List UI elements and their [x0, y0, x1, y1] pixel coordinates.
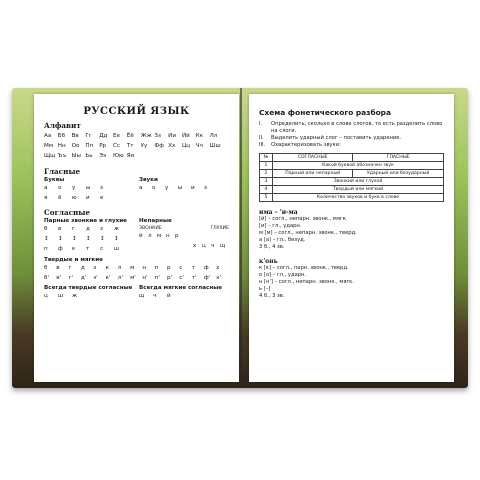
example-word: има – 'и-ма [259, 209, 298, 216]
step-text: Выделить ударный слог – поставить ударение. [271, 135, 402, 141]
hard-consonant: л [117, 265, 122, 271]
table-header-num: № [260, 154, 273, 162]
hard-consonant: м [130, 265, 135, 271]
alphabet-letter: Вв [71, 133, 79, 139]
letters-label: Буквы [44, 177, 65, 183]
unpaired-voiced: л [148, 233, 152, 239]
alphabet-letter: Ыы [71, 153, 81, 159]
alphabet-letter: Дд [99, 133, 108, 139]
row-number: 3 [260, 178, 273, 186]
hard-consonant: д [80, 265, 85, 271]
table-row [260, 170, 444, 178]
always-soft-letter: щ [139, 293, 145, 299]
alphabet-letter: Чч [195, 143, 203, 149]
example-line: н [н'] – согл., непарн. звонк., мягк. [259, 279, 354, 285]
analysis-step [259, 121, 444, 135]
vowels-heading: Гласные [44, 167, 81, 176]
hard-consonant: н [142, 265, 147, 271]
voiceless-label: ГЛУХИЕ [210, 226, 229, 231]
hard-consonant: к [105, 265, 109, 271]
vowel-sound: а [139, 185, 143, 191]
unpaired-voiceless: х [193, 243, 197, 249]
alphabet-letter: Пп [85, 143, 94, 149]
row-vowel-feature: Ударный или безударный [353, 170, 444, 178]
alphabet-letter: Жж [140, 133, 152, 139]
soft-consonant: в' [56, 275, 62, 281]
example-line: ь [–] [259, 286, 271, 292]
alphabet-letter: Ъъ [57, 153, 67, 159]
pair-arrow: ↕ [44, 236, 49, 242]
table-row [260, 178, 444, 186]
hard-consonant: т [191, 265, 195, 271]
voiced-consonant: в [58, 226, 62, 232]
step-text: Определить, сколько в слове слогов, то есть разделить слово на слоги. [271, 121, 443, 134]
example-line: а [а] – гл., безуд. [259, 237, 306, 243]
voiced-consonant: з [100, 226, 103, 232]
voiced-consonant: ж [114, 226, 120, 232]
hard-consonants [44, 263, 229, 273]
always-hard-label: Всегда твердые согласные [44, 285, 133, 291]
book-cover [12, 88, 468, 388]
soft-consonant: л' [117, 275, 123, 281]
vowel-letter: е [100, 195, 104, 201]
table-row [260, 162, 444, 170]
alphabet-letter: Оо [71, 143, 80, 149]
soft-consonant: м' [130, 275, 136, 281]
voiceless-consonant: п [44, 246, 48, 252]
alphabet-letter: Гг [85, 133, 92, 139]
alphabet-letter: Ее [112, 133, 120, 139]
pair-arrow: ↕ [100, 236, 105, 242]
step-text: Охарактеризовать звуки: [271, 142, 341, 148]
example-total: 4 б., 3 зв. [259, 293, 285, 299]
sound-table [259, 153, 444, 202]
table-header-vowels: ГЛАСНЫЕ [353, 154, 444, 162]
analysis-steps [249, 117, 454, 149]
soft-consonant: п' [154, 275, 160, 281]
row-feature: Количество звуков и букв в слове [273, 194, 444, 202]
vowel-letter: ю [72, 195, 77, 201]
voiced-consonant: д [86, 226, 90, 232]
alphabet-letter: Юю [112, 153, 124, 159]
hard-consonant: в [56, 265, 60, 271]
alphabet-letter: Лл [209, 133, 218, 139]
pair-arrow: ↕ [72, 236, 77, 242]
unpaired-voiced: м [157, 233, 162, 239]
vowel-letter: э [100, 185, 104, 191]
vowel-letter: я [44, 195, 48, 201]
vowel-sound: э [204, 185, 208, 191]
always-hard-letter: ш [58, 293, 64, 299]
hard-consonant: п [154, 265, 159, 271]
always-block [44, 285, 229, 301]
voiceless-consonant: ф [58, 246, 63, 252]
vowel-letter: а [44, 185, 48, 191]
hard-consonant: з [93, 265, 97, 271]
step-number: I. [259, 121, 263, 127]
soft-consonant: х' [216, 275, 222, 281]
vowel-sound: и [191, 185, 195, 191]
vowel-sound: у [165, 185, 169, 191]
alphabet-letter: Кк [195, 133, 204, 139]
alphabet-letter: Зз [154, 133, 161, 139]
row-number: 5 [260, 194, 273, 202]
alphabet-letter: Ээ [99, 153, 107, 159]
step-number: II. [259, 135, 264, 141]
hard-consonant: ф [203, 265, 209, 271]
alphabet-letter: Ии [168, 133, 176, 139]
analysis-step [259, 135, 444, 142]
example-2 [249, 251, 454, 300]
pair-arrow: ↕ [58, 236, 63, 242]
voiceless-consonant: т [86, 246, 90, 252]
unpaired-label: Непарные [139, 218, 172, 224]
example-line: м [м] – согл., непарн. звонк., тверд. [259, 230, 357, 236]
vowel-letter: у [72, 185, 76, 191]
vowel-letter: ё [58, 195, 62, 201]
table-header-consonants: СОГЛАСНЫЕ [273, 154, 353, 162]
row-feature: Твердый или мягкий [273, 186, 444, 194]
unpaired-voiceless: ч [211, 243, 215, 249]
row-number: 4 [260, 186, 273, 194]
alphabet-letter: Рр [99, 143, 107, 149]
book-spine [240, 88, 242, 388]
soft-consonant: з' [93, 275, 98, 281]
soft-consonant: с' [179, 275, 184, 281]
unpaired-voiceless: ц [202, 243, 206, 249]
vowels-block [44, 177, 229, 203]
hard-consonant: с [179, 265, 183, 271]
soft-consonants [44, 273, 229, 283]
row-number: 2 [260, 170, 273, 178]
row-feature: Звонкий или глухой [273, 178, 444, 186]
alphabet-heading: Алфавит [44, 121, 81, 130]
always-soft-letter: й [167, 293, 171, 299]
pair-arrow: ↕ [86, 236, 91, 242]
hard-consonant: х [216, 265, 220, 271]
step-number: III. [259, 142, 266, 148]
consonants-heading: Согласные [44, 208, 91, 217]
voiced-consonant: б [44, 226, 48, 232]
table-row [260, 194, 444, 202]
alphabet-letter: Аа [44, 133, 52, 139]
example-word: к'онь [259, 258, 278, 265]
soft-consonant: г' [68, 275, 74, 281]
alphabet-letter: Тт [126, 143, 134, 149]
example-line: о [о] – гл., ударн. [259, 272, 307, 278]
alphabet-letter: Ёё [126, 133, 134, 139]
always-hard-letter: ж [72, 293, 78, 299]
soft-consonant: б' [44, 275, 49, 281]
example-total: 3 б., 4 зв. [259, 244, 285, 250]
example-line: [и] – гл., ударн. [259, 223, 302, 229]
paired-consonants [44, 224, 139, 254]
vowel-sounds [139, 183, 217, 193]
vowel-letter: и [86, 195, 90, 201]
voiced-consonant: г [72, 226, 75, 232]
paired-label: Парные звонкие и глухие [44, 218, 127, 224]
soft-consonant: н' [142, 275, 148, 281]
row-feature: Какой буквой обозначен звук [273, 162, 444, 170]
sounds-label: Звуки [139, 177, 158, 183]
hard-soft-label: Твердые и мягкие [44, 257, 103, 263]
unpaired-consonants [139, 231, 229, 251]
row-consonant-feature: Парный или непарный [273, 170, 353, 178]
always-soft-letters [139, 291, 222, 301]
soft-consonant: ф' [203, 275, 211, 281]
alphabet-letter: Бб [57, 133, 66, 139]
soft-consonant: р' [166, 275, 173, 281]
unpaired-voiced: р [175, 233, 179, 239]
right-page [249, 94, 454, 382]
vowel-sound: ы [178, 185, 183, 191]
page-title: РУССКИЙ ЯЗЫК [83, 106, 190, 117]
alphabet-letter: Щщ [44, 153, 56, 159]
consonants-block [44, 218, 229, 254]
always-soft-letter: ч [153, 293, 157, 299]
vowel-letter: ы [86, 185, 91, 191]
alphabet-grid [44, 131, 229, 161]
soft-consonant: т' [191, 275, 197, 281]
table-row [260, 186, 444, 194]
vowel-letters [44, 183, 139, 203]
hard-consonant: б [44, 265, 48, 271]
pair-arrow: ↕ [114, 236, 119, 242]
alphabet-letter: Хх [168, 143, 176, 149]
vowel-letter: о [58, 185, 62, 191]
alphabet-letter: Ьь [85, 153, 93, 159]
example-1 [249, 202, 454, 251]
always-soft-label: Всегда мягкие согласные [139, 285, 223, 291]
unpaired-voiced: н [166, 233, 170, 239]
row-number: 1 [260, 162, 273, 170]
alphabet-letter: Яя [126, 153, 135, 159]
hard-consonant: г [68, 265, 72, 271]
scheme-title: Схема фонетического разбора [259, 108, 391, 117]
alphabet-letter: Шш [209, 143, 221, 149]
alphabet-letter: Мм [44, 143, 54, 149]
voiceless-consonant: с [100, 246, 104, 252]
alphabet-letter: Уу [140, 143, 148, 149]
always-hard-letters [44, 291, 139, 301]
voiceless-consonant: ш [114, 246, 120, 252]
unpaired-voiced: й [139, 233, 143, 239]
analysis-step [259, 142, 444, 149]
alphabet-letter: Фф [154, 143, 164, 149]
vowel-sound: о [152, 185, 156, 191]
alphabet-letter: Нн [57, 143, 66, 149]
voiceless-consonant: к [72, 246, 76, 252]
unpaired-voiceless: щ [220, 243, 226, 249]
alphabet-letter: Сс [112, 143, 120, 149]
soft-consonant: к' [105, 275, 111, 281]
left-page [34, 94, 239, 382]
example-line: к [к] – согл., парн. звонк., тверд. [259, 265, 349, 271]
voiced-label: ЗВОНКИЕ [139, 226, 162, 231]
soft-consonant: д' [80, 275, 87, 281]
hard-consonant: р [166, 265, 171, 271]
always-hard-letter: ц [44, 293, 48, 299]
example-line: [й] – согл., непарн. звонк., мягк. [259, 216, 348, 222]
alphabet-letter: Цц [181, 143, 191, 149]
alphabet-letter: Йй [181, 133, 190, 139]
